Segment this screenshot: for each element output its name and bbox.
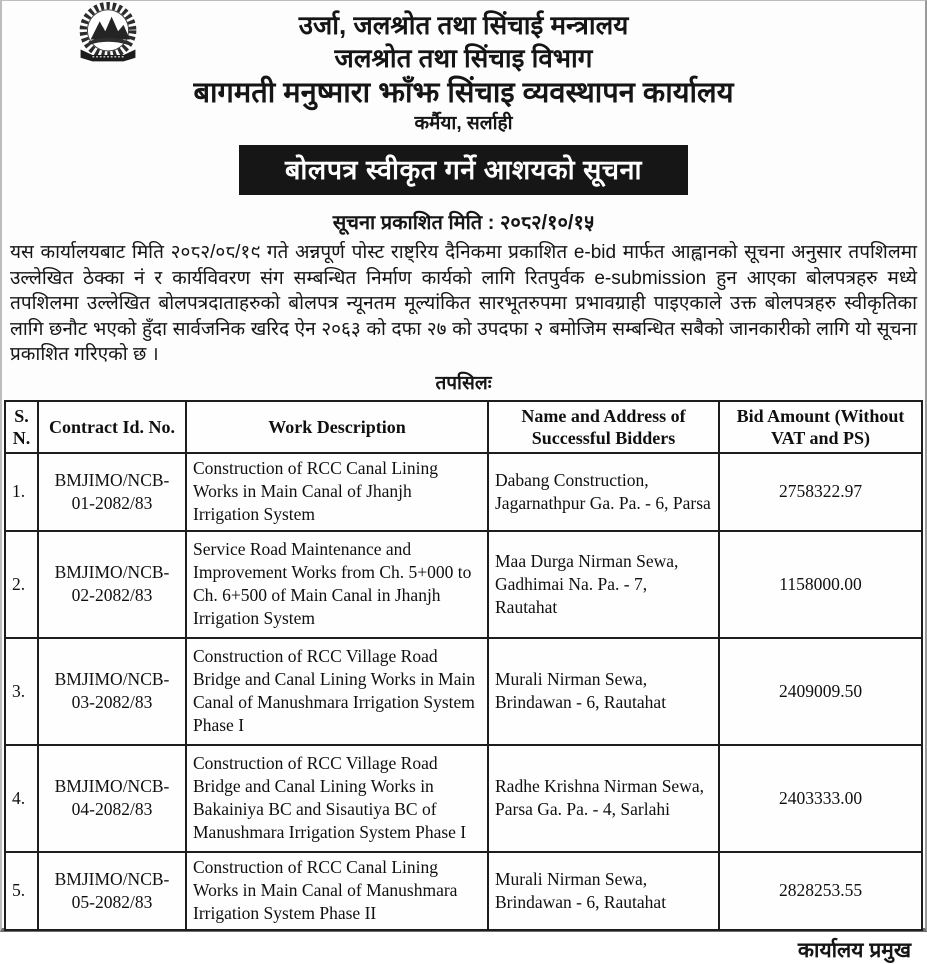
cell-work-description: Construction of RCC Village Road Bridge and Canal Lining Works in Main Canal of Manushmara Irrigation System Phase I bbox=[186, 638, 488, 745]
table-header-row bbox=[5, 401, 922, 453]
table-row bbox=[5, 531, 922, 638]
cell-contract-id: BMJIMO/NCB-01-2082/83 bbox=[38, 453, 186, 531]
cell-contract-id: BMJIMO/NCB-03-2082/83 bbox=[38, 638, 186, 745]
details-label: तपसिलः bbox=[435, 372, 492, 394]
cell-work-description: Construction of RCC Village Road Bridge and Canal Lining Works in Bakainiya BC and Sisautiya BC of Manushmara Irrigation System Phase I bbox=[186, 745, 488, 852]
department-name: जलश्रोत तथा सिंचाइ विभाग bbox=[334, 43, 593, 73]
cell-bid-amount: 2409009.50 bbox=[719, 638, 922, 745]
cell-sn: 2. bbox=[5, 531, 38, 638]
cell-sn: 4. bbox=[5, 745, 38, 852]
col-header-sn: S. N. bbox=[5, 401, 38, 453]
cell-contract-id: BMJIMO/NCB-04-2082/83 bbox=[38, 745, 186, 852]
col-header-work-description: Work Description bbox=[186, 401, 488, 453]
cell-sn: 5. bbox=[5, 852, 38, 930]
cell-contract-id: BMJIMO/NCB-02-2082/83 bbox=[38, 531, 186, 638]
col-header-bid-amount: Bid Amount (Without VAT and PS) bbox=[719, 401, 922, 453]
ministry-name: उर्जा, जलश्रोत तथा सिंचाई मन्त्रालय bbox=[298, 10, 629, 40]
cell-bidder: Radhe Krishna Nirman Sewa, Parsa Ga. Pa. - 4, Sarlahi bbox=[488, 745, 719, 852]
cell-sn: 1. bbox=[5, 453, 38, 531]
cell-work-description: Construction of RCC Canal Lining Works in Main Canal of Jhanjh Irrigation System bbox=[186, 453, 488, 531]
cell-bidder: Murali Nirman Sewa, Brindawan - 6, Rautahat bbox=[488, 852, 719, 930]
col-header-bidders: Name and Address of Successful Bidders bbox=[488, 401, 719, 453]
nepal-emblem-icon bbox=[57, 2, 159, 66]
table-row bbox=[5, 453, 922, 531]
table-row bbox=[5, 745, 922, 852]
notice-body-paragraph: यस कार्यालयबाट मिति २०८२/०८/१९ गते अन्नपूर्ण पोस्ट राष्ट्रिय दैनिकमा प्रकाशित e-bid मार्फत आह्वानको सूचना अनुसार तपशिलमा उल्लेखित ठेक्का नं र कार्यविवरण संग सम्बन्धित निर्माण कार्यको लागि रितपुर्वक e-submission हुन आएका बोलपत्रहरु मध्ये तपशिलमा उल्लेखित बोलपत्रदाताहरुको बोलपत्र न्यूनतम मूल्यांकित सारभूतरुपमा प्रभावग्राही पाइएकाले उक्त बोलपत्रहरु स्वीकृतिका लागि छनौट भएको हुँदा सार्वजनिक खरिद ऐन २०६३ को दफा २७ को उपदफा २ बमोजिम सम्बन्धित सबैको जानकारीको लागि यो सूचना प्रकाशित गरिएको छ । bbox=[10, 242, 917, 365]
cell-sn: 3. bbox=[5, 638, 38, 745]
cell-bid-amount: 1158000.00 bbox=[719, 531, 922, 638]
cell-work-description: Construction of RCC Canal Lining Works in Main Canal of Manushmara Irrigation System Phase II bbox=[186, 852, 488, 930]
bid-table bbox=[4, 400, 923, 931]
cell-contract-id: BMJIMO/NCB-05-2082/83 bbox=[38, 852, 186, 930]
col-header-contract-id: Contract Id. No. bbox=[38, 401, 186, 453]
cell-bidder: Dabang Construction, Jagarnathpur Ga. Pa. - 6, Parsa bbox=[488, 453, 719, 531]
notice-title-banner: बोलपत्र स्वीकृत गर्ने आशयको सूचना bbox=[239, 145, 688, 195]
cell-bidder: Murali Nirman Sewa, Brindawan - 6, Rautahat bbox=[488, 638, 719, 745]
cell-work-description: Service Road Maintenance and Improvement Works from Ch. 5+000 to Ch. 6+500 of Main Canal in Jhanjh Irrigation System bbox=[186, 531, 488, 638]
table-row bbox=[5, 638, 922, 745]
document-header bbox=[2, 1, 925, 136]
published-date-line: सूचना प्रकाशित मिति : २०८२/१०/१५ bbox=[332, 212, 595, 234]
cell-bid-amount: 2403333.00 bbox=[719, 745, 922, 852]
cell-bid-amount: 2758322.97 bbox=[719, 453, 922, 531]
office-location: कर्मैया, सर्लाही bbox=[414, 113, 513, 134]
office-name: बागमती मनुष्मारा झाँझ सिंचाइ व्यवस्थापन कार्यालय bbox=[193, 77, 734, 109]
signature-office-chief: कार्यालय प्रमुख bbox=[797, 938, 911, 962]
cell-bid-amount: 2828253.55 bbox=[719, 852, 922, 930]
cell-bidder: Maa Durga Nirman Sewa, Gadhimai Na. Pa. - 7, Rautahat bbox=[488, 531, 719, 638]
table-row bbox=[5, 852, 922, 930]
